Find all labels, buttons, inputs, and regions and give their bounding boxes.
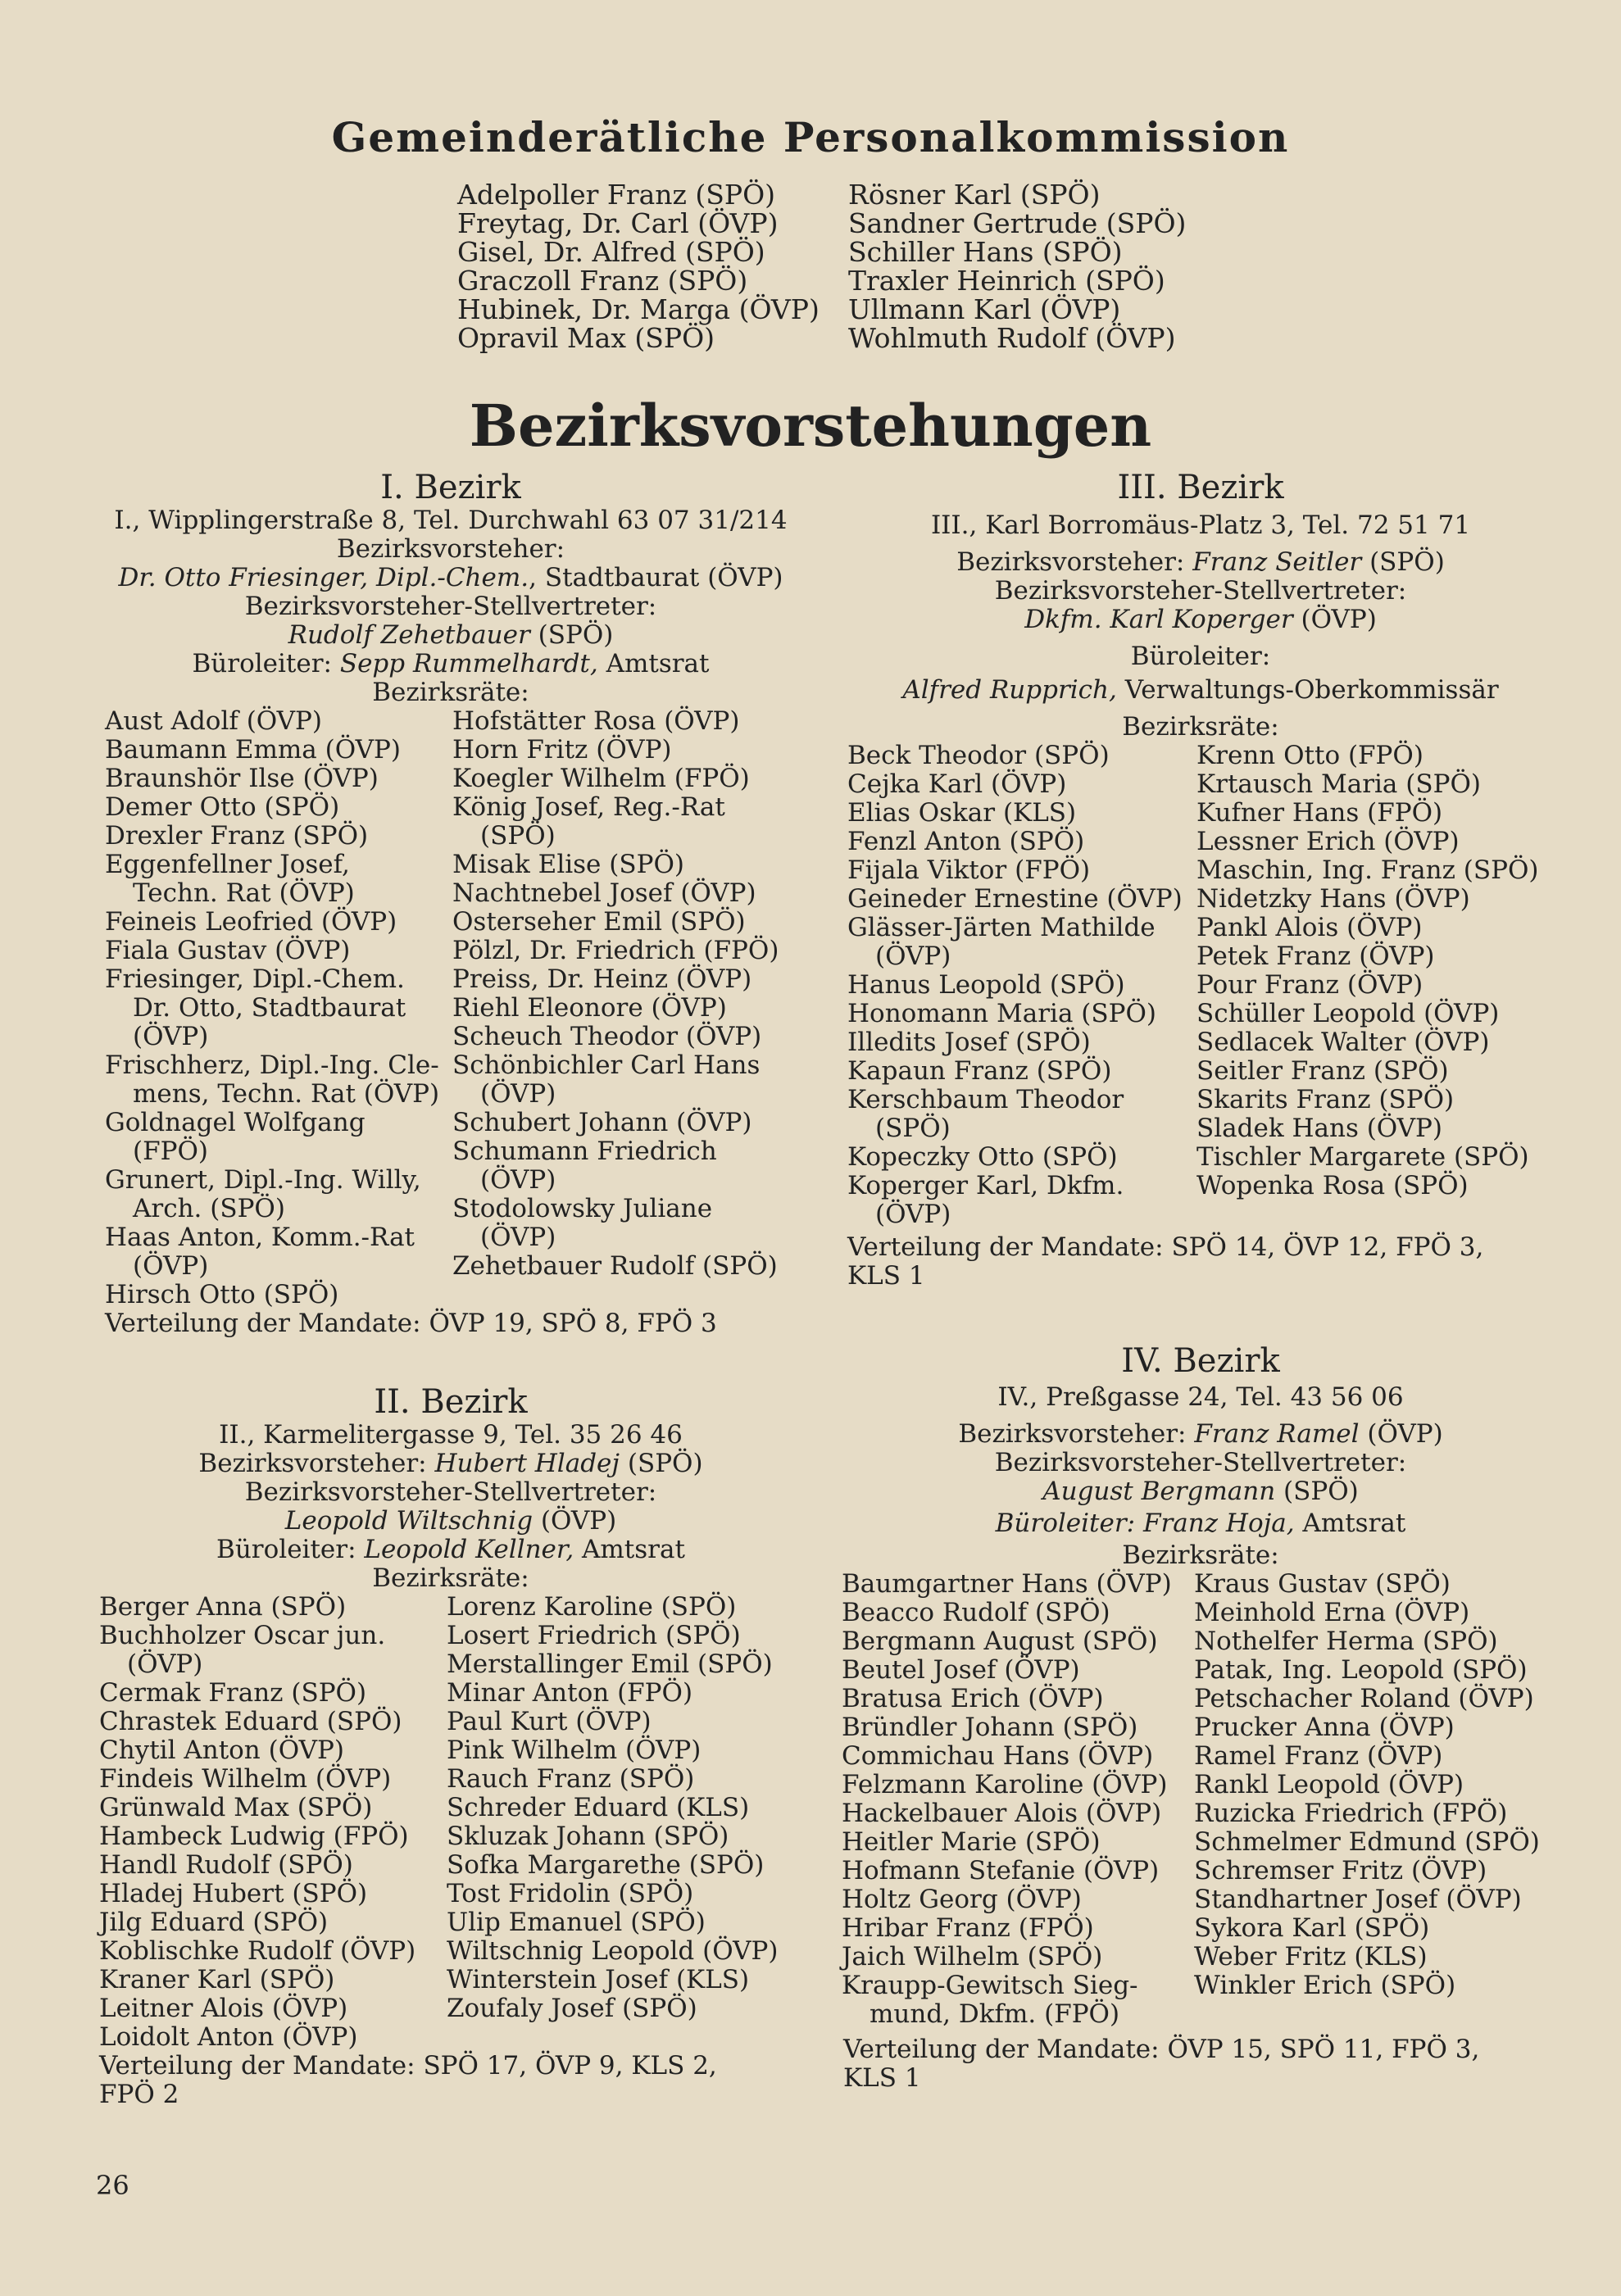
member-entry: Merstallinger Emil (SPÖ) xyxy=(447,1649,773,1679)
member-entry: (ÖVP) xyxy=(133,1251,209,1281)
district-1-address: I., Wipplingerstraße 8, Tel. Durchwahl 63 07 31/214 xyxy=(114,506,788,535)
member-entry: Aust Adolf (ÖVP) xyxy=(105,706,323,736)
member-entry: Ramel Franz (ÖVP) xyxy=(1194,1741,1443,1771)
member-entry: Feineis Leofried (ÖVP) xyxy=(105,907,397,937)
district-1-heading: I. Bezirk xyxy=(380,469,521,506)
member-entry: Kapaun Franz (SPÖ) xyxy=(847,1056,1112,1086)
district-2-members xyxy=(94,1593,807,2052)
district-2-raete-label: Bezirksräte: xyxy=(372,1563,529,1593)
member-entry: (ÖVP) xyxy=(127,1649,203,1679)
member-entry: Patak, Ing. Leopold (SPÖ) xyxy=(1194,1655,1528,1685)
member-entry: Schüller Leopold (ÖVP) xyxy=(1196,999,1500,1028)
member-entry: Skluzak Johann (SPÖ) xyxy=(447,1822,729,1851)
member-entry: Krenn Otto (FPÖ) xyxy=(1196,741,1423,770)
member-entry: Opravil Max (SPÖ) xyxy=(457,322,715,354)
member-entry: Demer Otto (SPÖ) xyxy=(105,792,340,822)
member-entry: Meinhold Erna (ÖVP) xyxy=(1194,1598,1470,1627)
member-entry: Riehl Eleonore (ÖVP) xyxy=(452,993,727,1023)
member-entry: Bründler Johann (SPÖ) xyxy=(842,1713,1138,1742)
member-entry: Fijala Viktor (FPÖ) xyxy=(847,855,1091,885)
district-4-raete-label: Bezirksräte: xyxy=(1122,1540,1279,1570)
member-entry: Rösner Karl (SPÖ) xyxy=(848,179,1101,211)
member-entry: Pölzl, Dr. Friedrich (FPÖ) xyxy=(452,936,779,965)
district-4-bueroleiter: Büroleiter: Franz Hoja, Amtsrat xyxy=(995,1509,1406,1538)
district-2-address: II., Karmelitergasse 9, Tel. 35 26 46 xyxy=(219,1420,683,1450)
member-entry: Winkler Erich (SPÖ) xyxy=(1194,1971,1456,2000)
member-entry: Felzmann Karoline (ÖVP) xyxy=(842,1770,1168,1799)
district-4-members xyxy=(840,1570,1561,2035)
district-3-bueroleiter-label: Büroleiter: xyxy=(1130,642,1271,671)
member-entry: Petek Franz (ÖVP) xyxy=(1196,942,1435,971)
member-entry: Techn. Rat (ÖVP) xyxy=(133,878,355,908)
district-2-left-column xyxy=(99,1593,415,2052)
member-entry: Tischler Margarete (SPÖ) xyxy=(1196,1142,1529,1172)
district-2 xyxy=(94,1383,807,2109)
member-entry: Chytil Anton (ÖVP) xyxy=(99,1736,344,1765)
district-3-address: III., Karl Borromäus-Platz 3, Tel. 72 51 71 xyxy=(930,510,1471,540)
member-entry: Geineder Ernestine (ÖVP) xyxy=(847,884,1183,914)
district-3-left-column xyxy=(847,742,1183,1229)
member-entry: Leitner Alois (ÖVP) xyxy=(99,1994,348,2023)
member-entry: Kraus Gustav (SPÖ) xyxy=(1194,1569,1451,1599)
member-entry: Fenzl Anton (SPÖ) xyxy=(847,827,1085,856)
district-2-bueroleiter: Büroleiter: Leopold Kellner, Amtsrat xyxy=(216,1535,685,1564)
member-entry: Sykora Karl (SPÖ) xyxy=(1194,1913,1430,1943)
member-entry: Cejka Karl (ÖVP) xyxy=(847,769,1067,799)
member-entry: Baumgartner Hans (ÖVP) xyxy=(842,1569,1172,1599)
member-entry: Ulip Emanuel (SPÖ) xyxy=(447,1908,706,1937)
member-entry: (SPÖ) xyxy=(480,821,556,851)
district-2-right-column xyxy=(447,1593,778,2023)
member-entry: Krtausch Maria (SPÖ) xyxy=(1196,769,1481,799)
member-entry: Dr. Otto, Stadtbaurat xyxy=(133,993,406,1023)
member-entry: Prucker Anna (ÖVP) xyxy=(1194,1713,1455,1742)
district-3-raete-label: Bezirksräte: xyxy=(1122,712,1279,742)
district-4-mandate-line-1: Verteilung der Mandate: ÖVP 15, SPÖ 11, FPÖ 3, xyxy=(843,2035,1480,2064)
member-entry: (ÖVP) xyxy=(133,1022,209,1051)
member-entry: König Josef, Reg.-Rat xyxy=(452,792,725,822)
kommission-left-list xyxy=(457,180,820,352)
member-entry: Kraner Karl (SPÖ) xyxy=(99,1965,335,1994)
member-entry: Haas Anton, Komm.-Rat xyxy=(105,1223,415,1252)
member-entry: (FPÖ) xyxy=(133,1137,208,1166)
member-entry: Illedits Josef (SPÖ) xyxy=(847,1028,1091,1057)
member-entry: Glässer-Järten Mathilde xyxy=(847,913,1156,942)
member-entry: Adelpoller Franz (SPÖ) xyxy=(457,179,776,211)
district-4-stv-label: Bezirksvorsteher-Stellvertreter: xyxy=(994,1448,1407,1477)
member-entry: Buchholzer Oscar jun. xyxy=(99,1621,386,1650)
member-entry: Grünwald Max (SPÖ) xyxy=(99,1793,373,1822)
member-entry: Commichau Hans (ÖVP) xyxy=(842,1741,1154,1771)
member-entry: Kopeczky Otto (SPÖ) xyxy=(847,1142,1118,1172)
member-entry: Loidolt Anton (ÖVP) xyxy=(99,2022,358,2052)
district-1 xyxy=(98,469,803,1338)
member-entry: (ÖVP) xyxy=(875,942,951,971)
member-entry: Petschacher Roland (ÖVP) xyxy=(1194,1684,1534,1713)
district-1-raete-label: Bezirksräte: xyxy=(372,678,529,707)
member-entry: Schmelmer Edmund (SPÖ) xyxy=(1194,1827,1540,1857)
member-entry: Chrastek Eduard (SPÖ) xyxy=(99,1707,402,1736)
member-entry: Friesinger, Dipl.-Chem. xyxy=(105,964,405,994)
member-entry: Wopenka Rosa (SPÖ) xyxy=(1196,1171,1469,1200)
member-entry: Scheuch Theodor (ÖVP) xyxy=(452,1022,762,1051)
district-3-stv-label: Bezirksvorsteher-Stellvertreter: xyxy=(994,576,1407,606)
member-entry: Goldnagel Wolfgang xyxy=(105,1108,366,1137)
member-entry: Pink Wilhelm (ÖVP) xyxy=(447,1736,702,1765)
member-entry: Honomann Maria (SPÖ) xyxy=(847,999,1156,1028)
district-3-mandate-line-1: Verteilung der Mandate: SPÖ 14, ÖVP 12, FPÖ 3, xyxy=(847,1232,1484,1262)
member-entry: Traxler Heinrich (SPÖ) xyxy=(848,265,1165,297)
district-1-left-column xyxy=(105,707,439,1309)
member-entry: Standhartner Josef (ÖVP) xyxy=(1194,1885,1522,1914)
district-3-bueroleiter: Alfred Rupprich, Verwaltungs-Oberkommissär xyxy=(902,675,1499,705)
member-entry: Holtz Georg (ÖVP) xyxy=(842,1885,1082,1914)
member-entry: Schiller Hans (SPÖ) xyxy=(848,236,1123,268)
member-entry: Bratusa Erich (ÖVP) xyxy=(842,1684,1104,1713)
member-entry: Berger Anna (SPÖ) xyxy=(99,1592,347,1622)
district-4-left-column xyxy=(842,1570,1172,2029)
member-entry: Cermak Franz (SPÖ) xyxy=(99,1678,367,1708)
member-entry: Koblischke Rudolf (ÖVP) xyxy=(99,1936,416,1966)
district-4-address: IV., Preßgasse 24, Tel. 43 56 06 xyxy=(997,1382,1404,1412)
member-entry: (ÖVP) xyxy=(480,1079,556,1109)
member-entry: Wiltschnig Leopold (ÖVP) xyxy=(447,1936,779,1966)
member-entry: Grunert, Dipl.-Ing. Willy, xyxy=(105,1165,421,1195)
district-1-vorsteher: Dr. Otto Friesinger, Dipl.-Chem., Stadtbaurat (ÖVP) xyxy=(118,563,783,592)
member-entry: Kerschbaum Theodor xyxy=(847,1085,1124,1114)
member-entry: Beacco Rudolf (SPÖ) xyxy=(842,1598,1110,1627)
member-entry: Stodolowsky Juliane xyxy=(452,1194,713,1223)
member-entry: Graczoll Franz (SPÖ) xyxy=(457,265,748,297)
member-entry: Bergmann August (SPÖ) xyxy=(842,1627,1158,1656)
member-entry: Jilg Eduard (SPÖ) xyxy=(99,1908,329,1937)
member-entry: Findeis Wilhelm (ÖVP) xyxy=(99,1764,392,1794)
district-3-stv: Dkfm. Karl Koperger (ÖVP) xyxy=(1024,605,1377,634)
member-entry: Ullmann Karl (ÖVP) xyxy=(848,293,1121,325)
member-entry: Weber Fritz (KLS) xyxy=(1194,1942,1428,1972)
district-1-vorsteher-label: Bezirksvorsteher: xyxy=(336,534,565,564)
district-3-mandate-line-2: KLS 1 xyxy=(847,1261,925,1291)
member-entry: Fiala Gustav (ÖVP) xyxy=(105,936,351,965)
member-entry: Rankl Leopold (ÖVP) xyxy=(1194,1770,1464,1799)
member-entry: Schremser Fritz (ÖVP) xyxy=(1194,1856,1487,1885)
member-entry: Handl Rudolf (SPÖ) xyxy=(99,1850,353,1880)
member-entry: (ÖVP) xyxy=(480,1165,556,1195)
member-entry: Elias Oskar (KLS) xyxy=(847,798,1077,828)
member-entry: Lessner Erich (ÖVP) xyxy=(1196,827,1460,856)
district-3-members xyxy=(844,742,1557,1233)
member-entry: Misak Elise (SPÖ) xyxy=(452,850,684,879)
district-1-right-column xyxy=(452,707,779,1281)
member-entry: mund, Dkfm. (FPÖ) xyxy=(870,1999,1120,2029)
district-2-heading: II. Bezirk xyxy=(374,1383,528,1421)
member-entry: Horn Fritz (ÖVP) xyxy=(452,735,672,765)
member-entry: Hofmann Stefanie (ÖVP) xyxy=(842,1856,1160,1885)
district-3-vorsteher: Bezirksvorsteher: Franz Seitler (SPÖ) xyxy=(956,547,1445,577)
member-entry: Hanus Leopold (SPÖ) xyxy=(847,970,1125,1000)
district-1-mandate: Verteilung der Mandate: ÖVP 19, SPÖ 8, FPÖ 3 xyxy=(105,1309,717,1338)
member-entry: Osterseher Emil (SPÖ) xyxy=(452,907,746,937)
member-entry: Losert Friedrich (SPÖ) xyxy=(447,1621,741,1650)
district-3-heading: III. Bezirk xyxy=(1117,469,1284,506)
member-entry: Beutel Josef (ÖVP) xyxy=(842,1655,1080,1685)
district-2-stv-label: Bezirksvorsteher-Stellvertreter: xyxy=(244,1477,657,1507)
member-entry: Hambeck Ludwig (FPÖ) xyxy=(99,1822,409,1851)
district-2-stv: Leopold Wiltschnig (ÖVP) xyxy=(284,1506,617,1536)
member-entry: Rauch Franz (SPÖ) xyxy=(447,1764,695,1794)
member-entry: Ruzicka Friedrich (FPÖ) xyxy=(1194,1799,1508,1828)
district-4-right-column xyxy=(1194,1570,1540,2000)
member-entry: Tost Fridolin (SPÖ) xyxy=(447,1879,694,1908)
member-entry: Hackelbauer Alois (ÖVP) xyxy=(842,1799,1162,1828)
district-4 xyxy=(840,1342,1561,2093)
member-entry: Seitler Franz (SPÖ) xyxy=(1196,1056,1449,1086)
district-1-stv: Rudolf Zehetbauer (SPÖ) xyxy=(288,620,614,650)
member-entry: Preiss, Dr. Heinz (ÖVP) xyxy=(452,964,752,994)
member-entry: Hubinek, Dr. Marga (ÖVP) xyxy=(457,293,820,325)
member-entry: Nidetzky Hans (ÖVP) xyxy=(1196,884,1470,914)
bezirke-title: Bezirksvorstehungen xyxy=(469,392,1152,460)
member-entry: Drexler Franz (SPÖ) xyxy=(105,821,369,851)
member-entry: Schubert Johann (ÖVP) xyxy=(452,1108,752,1137)
member-entry: Hribar Franz (FPÖ) xyxy=(842,1913,1094,1943)
member-entry: Schumann Friedrich xyxy=(452,1137,717,1166)
district-2-mandate-line-1: Verteilung der Mandate: SPÖ 17, ÖVP 9, KLS 2, xyxy=(99,2051,717,2080)
member-entry: Pankl Alois (ÖVP) xyxy=(1196,913,1423,942)
member-entry: Baumann Emma (ÖVP) xyxy=(105,735,401,765)
member-entry: Arch. (SPÖ) xyxy=(133,1194,285,1223)
member-entry: Minar Anton (FPÖ) xyxy=(447,1678,693,1708)
district-1-bueroleiter: Büroleiter: Sepp Rummelhardt, Amtsrat xyxy=(192,649,710,678)
member-entry: Kufner Hans (FPÖ) xyxy=(1196,798,1443,828)
member-entry: Maschin, Ing. Franz (SPÖ) xyxy=(1196,855,1539,885)
kommission-right-list xyxy=(848,180,1186,352)
member-entry: Winterstein Josef (KLS) xyxy=(447,1965,750,1994)
district-4-heading: IV. Bezirk xyxy=(1121,1342,1280,1380)
district-4-stv: August Bergmann (SPÖ) xyxy=(1042,1477,1359,1506)
member-entry: Eggenfellner Josef, xyxy=(105,850,350,879)
member-entry: Pour Franz (ÖVP) xyxy=(1196,970,1423,1000)
page-number: 26 xyxy=(96,2170,129,2201)
member-entry: Frischherz, Dipl.-Ing. Cle- xyxy=(105,1050,439,1080)
member-entry: Koperger Karl, Dkfm. xyxy=(847,1171,1124,1200)
member-entry: Gisel, Dr. Alfred (SPÖ) xyxy=(457,236,765,268)
member-entry: Schreder Eduard (KLS) xyxy=(447,1793,750,1822)
district-3-right-column xyxy=(1196,742,1538,1200)
member-entry: Jaich Wilhelm (SPÖ) xyxy=(842,1942,1103,1972)
member-entry: mens, Techn. Rat (ÖVP) xyxy=(133,1079,440,1109)
member-entry: Sedlacek Walter (ÖVP) xyxy=(1196,1028,1490,1057)
member-entry: Lorenz Karoline (SPÖ) xyxy=(447,1592,737,1622)
member-entry: Nothelfer Herma (SPÖ) xyxy=(1194,1627,1498,1656)
member-entry: Zoufaly Josef (SPÖ) xyxy=(447,1994,697,2023)
district-2-mandate-line-2: FPÖ 2 xyxy=(99,2080,179,2109)
member-entry: Koegler Wilhelm (FPÖ) xyxy=(452,764,750,793)
member-entry: Paul Kurt (ÖVP) xyxy=(447,1707,652,1736)
member-entry: (ÖVP) xyxy=(480,1223,556,1252)
member-entry: Schönbichler Carl Hans xyxy=(452,1050,761,1080)
district-1-members xyxy=(98,707,803,1309)
member-entry: (ÖVP) xyxy=(875,1200,951,1229)
member-entry: Sofka Margarethe (SPÖ) xyxy=(447,1850,765,1880)
district-3 xyxy=(844,469,1557,1291)
member-entry: Sandner Gertrude (SPÖ) xyxy=(848,207,1187,239)
member-entry: (SPÖ) xyxy=(875,1114,951,1143)
member-entry: Nachtnebel Josef (ÖVP) xyxy=(452,878,756,908)
district-2-vorsteher: Bezirksvorsteher: Hubert Hladej (SPÖ) xyxy=(198,1449,703,1478)
member-entry: Heitler Marie (SPÖ) xyxy=(842,1827,1101,1857)
member-entry: Braunshör Ilse (ÖVP) xyxy=(105,764,379,793)
member-entry: Kraupp-Gewitsch Sieg- xyxy=(842,1971,1138,2000)
member-entry: Beck Theodor (SPÖ) xyxy=(847,741,1110,770)
member-entry: Skarits Franz (SPÖ) xyxy=(1196,1085,1455,1114)
member-entry: Hladej Hubert (SPÖ) xyxy=(99,1879,368,1908)
member-entry: Wohlmuth Rudolf (ÖVP) xyxy=(848,322,1176,354)
district-4-vorsteher: Bezirksvorsteher: Franz Ramel (ÖVP) xyxy=(958,1419,1443,1449)
district-4-mandate-line-2: KLS 1 xyxy=(843,2063,921,2093)
district-1-stv-label: Bezirksvorsteher-Stellvertreter: xyxy=(244,592,657,621)
member-entry: Freytag, Dr. Carl (ÖVP) xyxy=(457,207,779,239)
member-entry: Sladek Hans (ÖVP) xyxy=(1196,1114,1443,1143)
kommission-title: Gemeinderätliche Personalkommission xyxy=(331,113,1290,161)
member-entry: Zehetbauer Rudolf (SPÖ) xyxy=(452,1251,778,1281)
member-entry: Hirsch Otto (SPÖ) xyxy=(105,1280,339,1309)
member-entry: Hofstätter Rosa (ÖVP) xyxy=(452,706,740,736)
